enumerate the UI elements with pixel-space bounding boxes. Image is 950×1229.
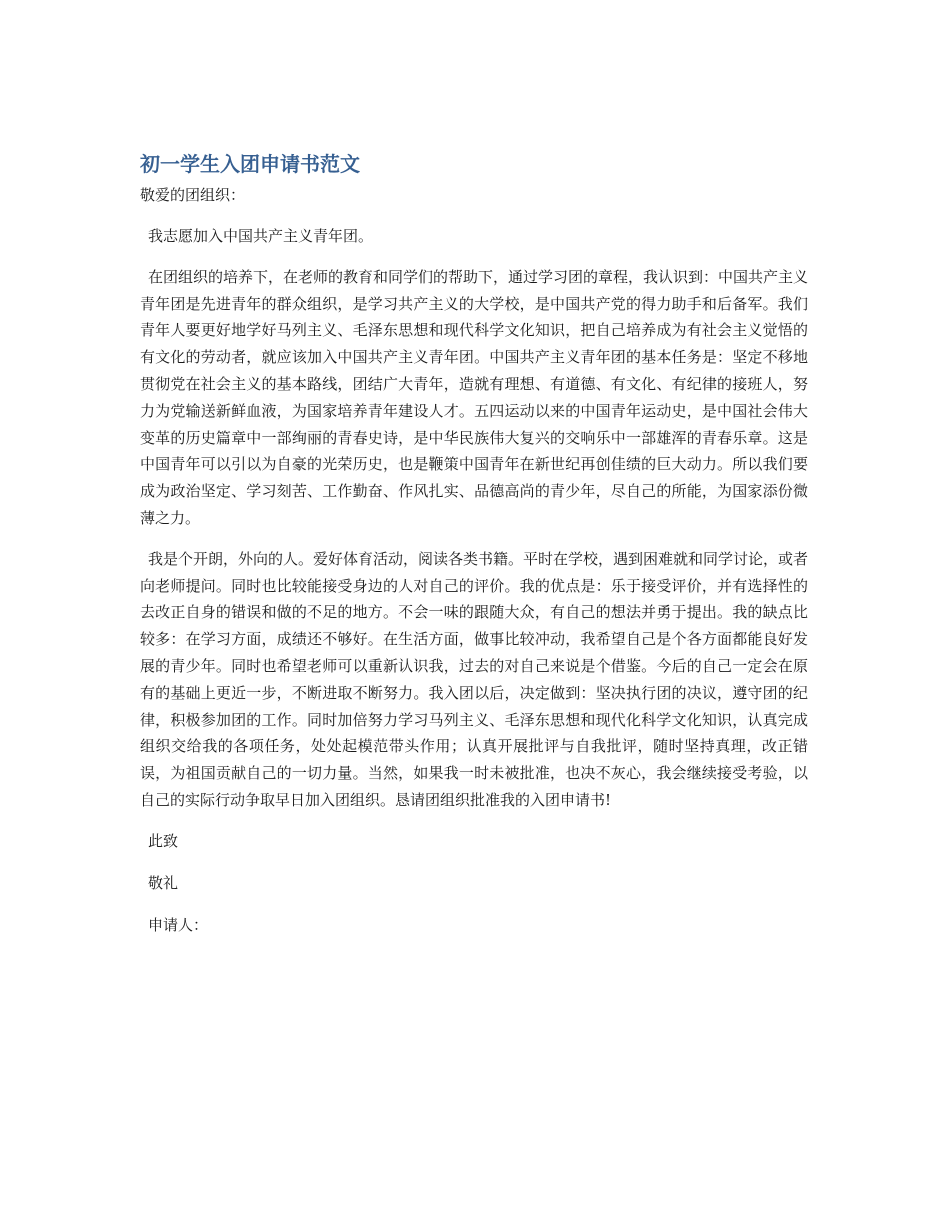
document-page <box>140 150 808 954</box>
regards-line: 敬礼 <box>148 873 179 892</box>
closing-line: 此致 <box>148 831 179 850</box>
signature-label: 申请人： <box>148 915 209 934</box>
salutation: 敬爱的团组织： <box>140 186 246 204</box>
paragraph-intent: 我志愿加入中国共产主义青年团。 <box>148 227 374 245</box>
document-title: 初一学生入团申请书范文 <box>140 152 360 176</box>
paragraph-self-assessment: 我是个开朗，外向的人。爱好体育活动，阅读各类书籍。平时在学校，遇到困难就和同学讨论，或者向老师提问。同时也比较能接受身边的人对自己的评价。我的优点是：乐于接受评价，并有选择性的去改正自身的错误和做的不足的地方。不会一味的跟随大众，有自己的想法并勇于提出。我的缺点比较多：在学习方面，成绩还不够好。在生活方面，做事比较冲动，我希望自己是个各方面都能良好发展的青少年。同时也希望老师可以重新认识我，过去的对自己来说是个借鉴。今后的自己一定会在原有的基础上更近一步，不断进取不断努力。我入团以后，决定做到：坚决执行团的决议，遵守团的纪律，积极参加团的工作。同时加倍努力学习马列主义、毛泽东思想和现代化科学文化知识，认真完成组织交给我的各项任务，处处起模范带头作用；认真开展批评与自我批评，随时坚持真理，改正错误，为祖国贡献自己的一切力量。当然，如果我一时未被批准，也决不灰心，我会继续接受考验，以自己的实际行动争取早日加入团组织。恳请团组织批准我的入团申请书! <box>140 549 809 809</box>
paragraph-understanding: 在团组织的培养下，在老师的教育和同学们的帮助下，通过学习团的章程，我认识到：中国共产主义青年团是先进青年的群众组织，是学习共产主义的大学校，是中国共产党的得力助手和后备军。我们青年人要更好地学好马列主义、毛泽东思想和现代科学文化知识，把自己培养成为有社会主义觉悟的有文化的劳动者，就应该加入中国共产主义青年团。中国共产主义青年团的基本任务是：坚定不移地贯彻党在社会主义的基本路线，团结广大青年，造就有理想、有道德、有文化、有纪律的接班人，努力为党输送新鲜血液，为国家培养青年建设人才。五四运动以来的中国青年运动史，是中国社会伟大变革的历史篇章中一部绚丽的青春史诗，是中华民族伟大复兴的交响乐中一部雄浑的青春乐章。这是中国青年可以引以为自豪的光荣历史，也是鞭策中国青年在新世纪再创佳绩的巨大动力。所以我们要成为政治坚定、学习刻苦、工作勤奋、作风扎实、品德高尚的青少年，尽自己的所能，为国家添份微薄之力。 <box>140 267 809 527</box>
